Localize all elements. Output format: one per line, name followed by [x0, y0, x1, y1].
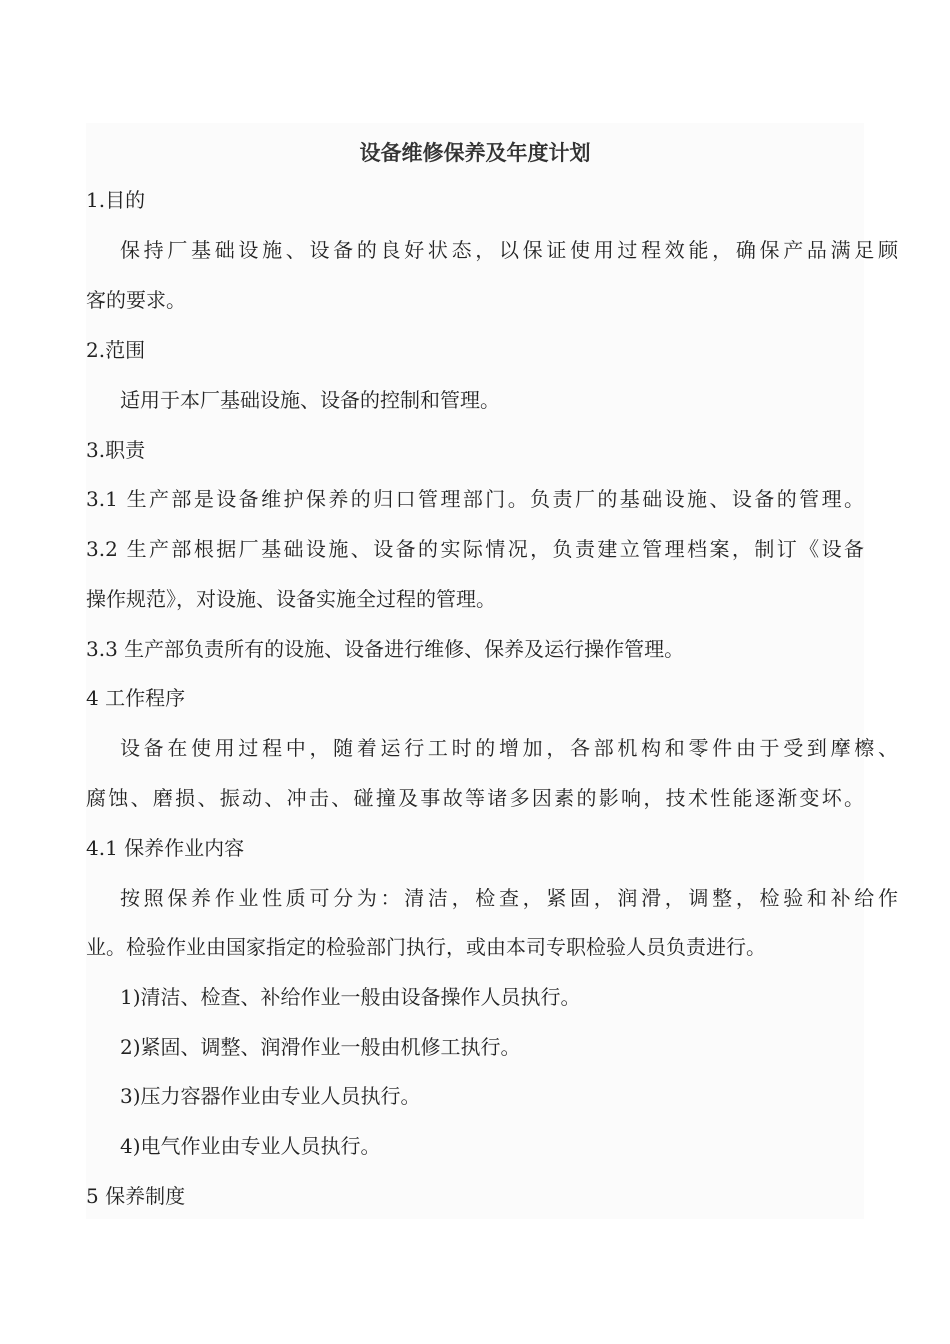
- paragraph-line: 设备在使用过程中，随着运行工时的增加，各部机构和零件由于受到摩檫、: [120, 736, 898, 760]
- document-title: 设备维修保养及年度计划: [359, 141, 591, 165]
- heading-maintenance-system: 5 保养制度: [86, 1184, 186, 1208]
- paragraph-line: 3.2 生产部根据厂基础设施、设备的实际情况，负责建立管理档案，制订《设备: [86, 537, 864, 561]
- heading-responsibilities: 3.职责: [86, 438, 146, 462]
- list-item: 3)压力容器作业由专业人员执行。: [120, 1084, 421, 1108]
- heading-procedure: 4 工作程序: [86, 686, 186, 710]
- paragraph-line: 操作规范》，对设施、设备实施全过程的管理。: [86, 587, 496, 611]
- heading-maintenance-content: 4.1 保养作业内容: [86, 836, 245, 860]
- paragraph-line: 腐蚀、磨损、振动、冲击、碰撞及事故等诸多因素的影响，技术性能逐渐变坏。: [86, 786, 864, 810]
- list-item: 1)清洁、检查、补给作业一般由设备操作人员执行。: [120, 985, 581, 1009]
- document-page: [86, 123, 898, 1219]
- list-item: 4)电气作业由专业人员执行。: [120, 1134, 381, 1158]
- paragraph-line: 保持厂基础设施、设备的良好状态，以保证使用过程效能，确保产品满足顾: [120, 238, 898, 262]
- paragraph-line: 客的要求。: [86, 288, 186, 312]
- heading-purpose: 1.目的: [86, 188, 146, 212]
- paragraph-line: 按照保养作业性质可分为：清洁，检查，紧固，润滑，调整，检验和补给作: [120, 886, 898, 910]
- paragraph-line: 3.3 生产部负责所有的设施、设备进行维修、保养及运行操作管理。: [86, 637, 685, 661]
- list-item: 2)紧固、调整、润滑作业一般由机修工执行。: [120, 1035, 521, 1059]
- heading-scope: 2.范围: [86, 338, 146, 362]
- paragraph-line: 适用于本厂基础设施、设备的控制和管理。: [120, 388, 500, 412]
- paragraph-line: 3.1 生产部是设备维护保养的归口管理部门。负责厂的基础设施、设备的管理。: [86, 487, 864, 511]
- paragraph-line: 业。检验作业由国家指定的检验部门执行，或由本司专职检验人员负责进行。: [86, 935, 766, 959]
